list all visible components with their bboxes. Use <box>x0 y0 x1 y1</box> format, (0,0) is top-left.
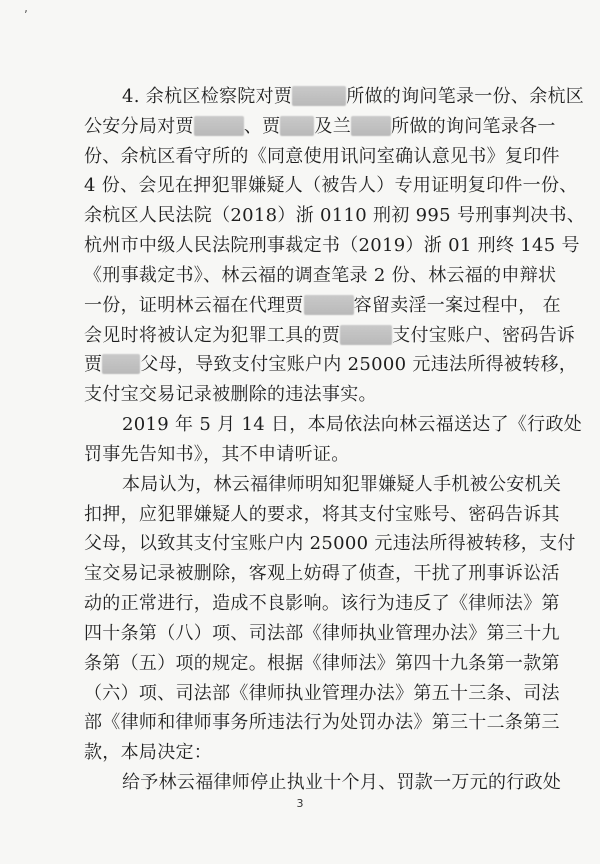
para1-line6: 杭州市中级人民法院刑事裁定书（2019）浙 01 刑终 145 号 <box>84 235 580 257</box>
para3-line3: 父母，以致其支付宝账户内 25000 元违法所得被转移，支付 <box>84 533 576 555</box>
para1-line4: 4 份、会见在押犯罪嫌疑人（被告人）专用证明复印件一份、 <box>84 175 578 197</box>
text: 及兰 <box>314 115 352 137</box>
para1-line3: 份、余杭区看守所的《同意使用讯问室确认意见书》复印件 <box>84 145 560 167</box>
para3-line9: 部《律师和律师事务所违法行为处罚办法》第三十二条第三 <box>84 712 560 734</box>
text: 4. 余杭区检察院对贾 <box>122 86 293 107</box>
page-number: 3 <box>296 797 304 810</box>
para3-line6: 四十条第（八）项、司法部《律师执业管理办法》第三十九 <box>84 622 560 644</box>
para2-line1: 2019 年 5 月 14 日，本局依法向林云福送达了《行政处 <box>122 414 583 436</box>
para4-line1: 给予林云福律师停止执业十个月、罚款一万元的行政处 <box>122 772 562 793</box>
para1-line8 <box>84 293 561 319</box>
text: 所做的询问笔录一份、余杭区 <box>346 86 585 107</box>
para3-line5: 动的正常进行，造成不良影响。该行为违反了《律师法》第 <box>84 593 560 615</box>
text: 贾 <box>84 354 103 376</box>
corner-mark: ʼ <box>24 8 28 22</box>
para1-line5: 余杭区人民法院（2018）浙 0110 刑初 995 号刑事判决书、 <box>84 205 586 227</box>
para2-line2: 罚事先告知书》，其不申请听证。 <box>84 443 350 465</box>
redaction <box>280 116 314 136</box>
para1-line10 <box>84 352 577 378</box>
text: 父母，导致支付宝账户内 25000 元违法所得被转移， <box>140 354 578 376</box>
redaction <box>304 295 354 315</box>
redaction <box>351 116 391 136</box>
para3-line1: 本局认为，林云福律师明知犯罪嫌疑人手机被公安机关 <box>122 473 562 495</box>
redaction <box>194 116 244 136</box>
para3-line10: 款，本局决定： <box>84 742 213 764</box>
text: 容留卖淫一案过程中， 在 <box>353 294 561 316</box>
redaction <box>102 354 140 374</box>
text: 会见时将被认定为犯罪工具的贾 <box>84 324 341 346</box>
para1-line2 <box>84 114 556 140</box>
text: 公安分局对贾 <box>84 115 194 137</box>
para3-line2: 扣押，应犯罪嫌疑人的要求，将其支付宝账号、密码告诉其 <box>84 503 560 525</box>
para1-line1 <box>122 84 584 110</box>
text: 、贾 <box>243 115 281 137</box>
text: 支付宝账户、密码告诉 <box>392 324 576 346</box>
redaction <box>292 86 346 106</box>
text: 所做的询问笔录各一 <box>391 115 556 137</box>
redaction <box>340 325 392 345</box>
para1-line9 <box>84 323 575 349</box>
para3-line7: 条第（五）项的规定。根据《律师法》第四十九条第一款第 <box>84 652 560 674</box>
para3-line8: （六）项、司法部《律师执业管理办法》第五十三条、司法 <box>84 682 560 704</box>
text: 一份，证明林云福在代理贾 <box>84 294 304 316</box>
para1-line7: 《刑事裁定书》、林云福的调查笔录 2 份、林云福的申辩状 <box>84 264 557 286</box>
para3-line4: 宝交易记录被删除，客观上妨碍了侦查，干扰了刑事诉讼活 <box>84 563 560 585</box>
para1-line11: 支付宝交易记录被删除的违法事实。 <box>84 384 377 406</box>
